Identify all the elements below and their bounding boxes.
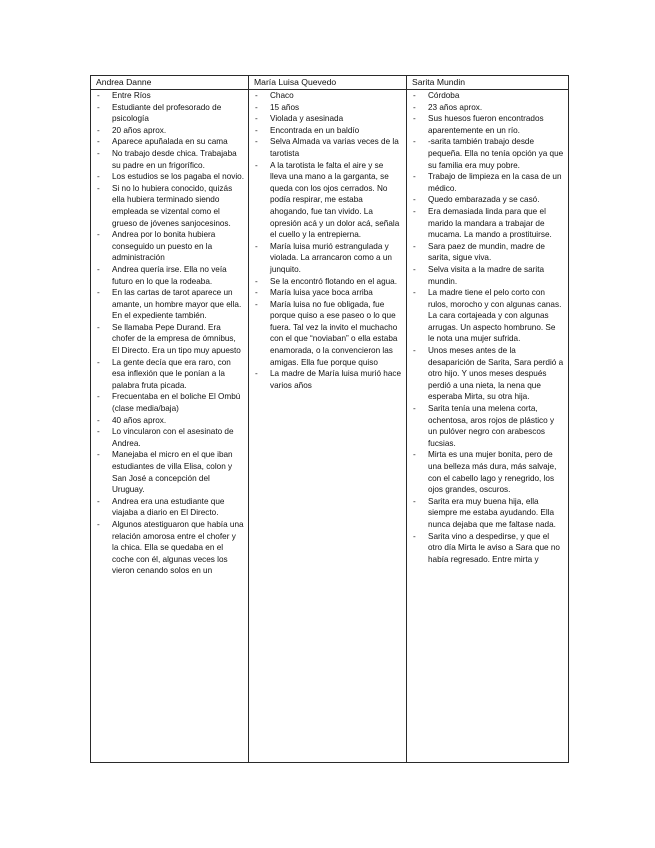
header-row	[91, 76, 569, 90]
list-item: - Se llamaba Pepe Durand. Era chofer de la empresa de ómnibus, El Directo. Era un tipo muy apuesto	[95, 322, 244, 357]
list-item: - Violada y asesinada	[253, 113, 402, 125]
list-item: - María luisa yace boca arriba	[253, 287, 402, 299]
bullet-list	[253, 90, 402, 391]
list-item: - La gente decía que era raro, con esa inflexión que le ponían a la palabra fruta picada.	[95, 357, 244, 392]
column-header: Sarita Mundin	[407, 76, 569, 90]
column-header: María Luisa Quevedo	[249, 76, 407, 90]
list-item: - Encontrada en un baldío	[253, 125, 402, 137]
list-item: - Sarita vino a despedirse, y que el otro día Mirta le aviso a Sara que no había regresado. Entre mirta y	[411, 531, 564, 566]
list-item: - Trabajo de limpieza en la casa de un médico.	[411, 171, 564, 194]
bullet-list	[95, 90, 244, 577]
list-item: - Andrea por lo bonita hubiera conseguido un puesto en la administración	[95, 229, 244, 264]
list-item: - 20 años aprox.	[95, 125, 244, 137]
list-item: - La madre de María luisa murió hace varios años	[253, 368, 402, 391]
list-item: - Los estudios se los pagaba el novio.	[95, 171, 244, 183]
list-item: - 40 años aprox.	[95, 415, 244, 427]
list-item: - Córdoba	[411, 90, 564, 102]
comparison-table	[90, 75, 569, 763]
list-item: - Manejaba el micro en el que iban estudiantes de villa Elisa, colon y San José a concepción del Uruguay.	[95, 449, 244, 495]
list-item: - María luisa no fue obligada, fue porque quiso a ese paseo o lo que fuera. Tal vez la invito el muchacho con el que “noviaban” o ella estaba enamorada, o la convencieron las amigas. Ella fue porque quiso	[253, 299, 402, 369]
list-item: - 15 años	[253, 102, 402, 114]
list-item: - María luisa murió estrangulada y violada. La arrancaron como a un junquito.	[253, 241, 402, 276]
list-item: - Se la encontró flotando en el agua.	[253, 276, 402, 288]
list-item: - La madre tiene el pelo corto con rulos, morocho y con algunas canas. La cara cortajeada y con algunas arrugas. Un aspecto hombruno. Se le nota una mujer sufrida.	[411, 287, 564, 345]
list-item: - -sarita también trabajo desde pequeña. Ella no tenía opción ya que su familia era muy pobre.	[411, 136, 564, 171]
bullet-list	[411, 90, 564, 565]
content-row	[91, 90, 569, 763]
list-item: - Algunos atestiguaron que había una relación amorosa entre el chofer y la chica. Ella se quedaba en el coche con él, algunas veces los vieron cenando solos en un	[95, 519, 244, 577]
column-header: Andrea Danne	[91, 76, 249, 90]
list-item: - Sara paez de mundin, madre de sarita, sigue viva.	[411, 241, 564, 264]
list-item: - Chaco	[253, 90, 402, 102]
list-item: - Quedo embarazada y se casó.	[411, 194, 564, 206]
column-cell	[91, 90, 249, 763]
list-item: - Selva visita a la madre de sarita mundin.	[411, 264, 564, 287]
list-item: - Entre Ríos	[95, 90, 244, 102]
list-item: - Sarita tenía una melena corta, ochentosa, aros rojos de plástico y un pulóver negro con arabescos fucsias.	[411, 403, 564, 449]
list-item: - Andrea era una estudiante que viajaba a diario en El Directo.	[95, 496, 244, 519]
column-cell	[249, 90, 407, 763]
list-item: - Sarita era muy buena hija, ella siempre me estaba ayudando. Ella nunca dejaba que me faltase nada.	[411, 496, 564, 531]
list-item: - Si no lo hubiera conocido, quizás ella hubiera terminado siendo empleada se vizental como el grueso de jóvenes sanjocesinos.	[95, 183, 244, 229]
list-item: - Unos meses antes de la desaparición de Sarita, Sara perdió a otro hijo. Y unos meses después perdió a una nieta, la nena que esperaba Mirta, su otra hija.	[411, 345, 564, 403]
column-cell	[407, 90, 569, 763]
list-item: - A la tarotista le falta el aire y se lleva una mano a la garganta, se queda con los ojos cerrados. No podía respirar, me estaba ahogando, fue tan vivido. La opresión acá y un dolor acá, señala el cuello y la entrepierna.	[253, 160, 402, 241]
list-item: - No trabajo desde chica. Trabajaba su padre en un frigorífico.	[95, 148, 244, 171]
list-item: - 23 años aprox.	[411, 102, 564, 114]
list-item: - Andrea quería irse. Ella no veía futuro en lo que la rodeaba.	[95, 264, 244, 287]
list-item: - Mirta es una mujer bonita, pero de una belleza más dura, más salvaje, con el cabello lago y renegrido, los ojos grandes, oscuros.	[411, 449, 564, 495]
list-item: - Estudiante del profesorado de psicología	[95, 102, 244, 125]
list-item: - Selva Almada va varias veces de la tarotista	[253, 136, 402, 159]
list-item: - Lo vincularon con el asesinato de Andrea.	[95, 426, 244, 449]
list-item: - Aparece apuñalada en su cama	[95, 136, 244, 148]
list-item: - En las cartas de tarot aparece un amante, un hombre mayor que ella. En el expediente también.	[95, 287, 244, 322]
list-item: - Era demasiada linda para que el marido la mandara a trabajar de mucama. La mando a prostituirse.	[411, 206, 564, 241]
list-item: - Sus huesos fueron encontrados aparentemente en un río.	[411, 113, 564, 136]
list-item: - Frecuentaba en el boliche El Ombú (clase media/baja)	[95, 391, 244, 414]
